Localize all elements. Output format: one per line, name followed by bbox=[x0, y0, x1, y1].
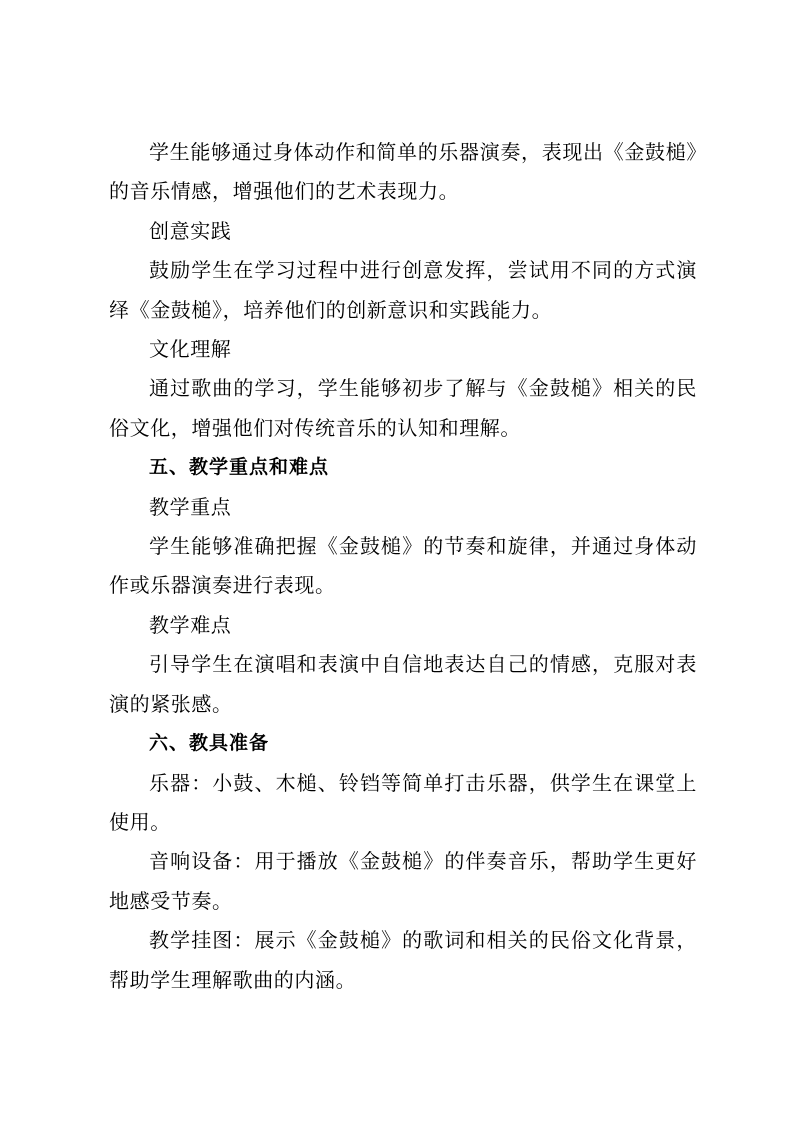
paragraph-audio-equipment: 音响设备：用于播放《金鼓槌》的伴奏音乐，帮助学生更好地感受节奏。 bbox=[109, 849, 697, 913]
subheading-creative-practice: 创意实践 bbox=[149, 218, 232, 243]
section-heading-teaching-aids: 六、教具准备 bbox=[149, 732, 270, 755]
document-page bbox=[109, 133, 697, 1000]
paragraph-wall-charts: 教学挂图：展示《金鼓槌》的歌词和相关的民俗文化背景，帮助学生理解歌曲的内涵。 bbox=[109, 928, 697, 992]
subheading-teaching-focus: 教学重点 bbox=[149, 494, 232, 519]
paragraph-cultural-understanding: 通过歌曲的学习，学生能够初步了解与《金鼓槌》相关的民俗文化，增强他们对传统音乐的认知和理解。 bbox=[109, 376, 697, 440]
subheading-cultural-understanding: 文化理解 bbox=[149, 337, 232, 362]
section-heading-key-points: 五、教学重点和难点 bbox=[149, 456, 330, 479]
paragraph-creative-practice: 鼓励学生在学习过程中进行创意发挥，尝试用不同的方式演绎《金鼓槌》，培养他们的创新意识和实践能力。 bbox=[109, 258, 697, 322]
paragraph-teaching-focus: 学生能够准确把握《金鼓槌》的节奏和旋律，并通过身体动作或乐器演奏进行表现。 bbox=[109, 534, 697, 598]
paragraph-instruments: 乐器：小鼓、木槌、铃铛等简单打击乐器，供学生在课堂上使用。 bbox=[109, 770, 697, 834]
paragraph-expression-goal: 学生能够通过身体动作和简单的乐器演奏，表现出《金鼓槌》的音乐情感，增强他们的艺术表现力。 bbox=[109, 140, 697, 204]
subheading-teaching-difficulty: 教学难点 bbox=[149, 612, 232, 637]
paragraph-teaching-difficulty: 引导学生在演唱和表演中自信地表达自己的情感，克服对表演的紧张感。 bbox=[109, 652, 697, 716]
